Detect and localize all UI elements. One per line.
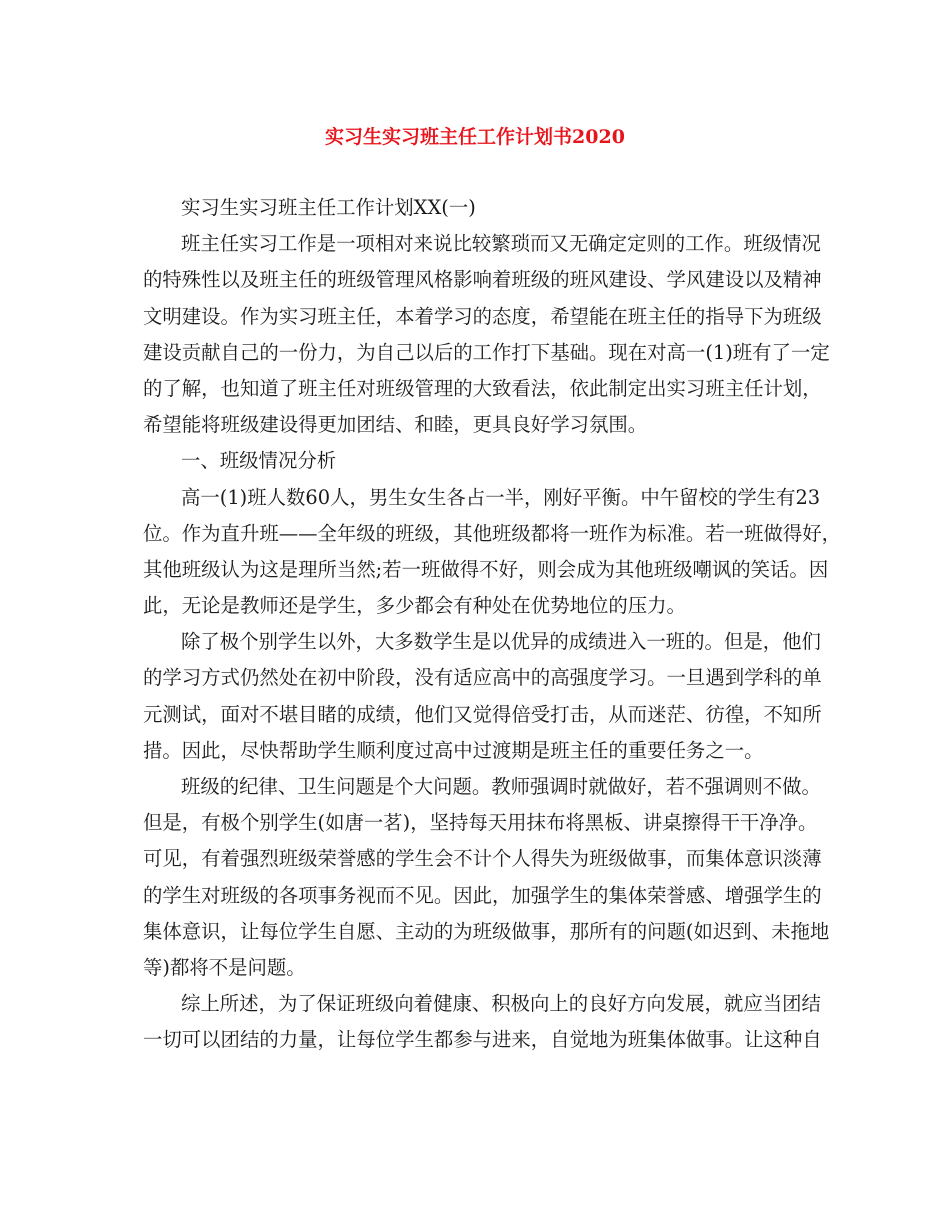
text-line: 其他班级认为这是理所当然;若一班做得不好，则会成为其他班级嘲讽的笑话。因: [143, 557, 829, 581]
text-line: 的特殊性以及班主任的班级管理风格影响着班级的班风建设、学风建设以及精神: [143, 268, 822, 292]
text-line: 此，无论是教师还是学生，多少都会有种处在优势地位的压力。: [143, 594, 686, 618]
text-line: 除了极个别学生以外，大多数学生是以优异的成绩进入一班的。但是，他们: [181, 630, 821, 654]
document-body: [143, 190, 842, 1059]
text-line: 元测试，面对不堪目睹的成绩，他们又觉得倍受打击，从而迷茫、彷徨，不知所: [143, 702, 822, 726]
text-line: 班级的纪律、卫生问题是个大问题。教师强调时就做好，若不强调则不做。: [181, 775, 821, 798]
text-line: 综上所述，为了保证班级向着健康、积极向上的良好方向发展，就应当团结: [181, 992, 821, 1016]
text-line: 高一(1)班人数60人，男生女生各占一半，刚好平衡。中午留校的学生有23: [181, 485, 821, 509]
text-line: 措。因此，尽快帮助学生顺利度过高中过渡期是班主任的重要任务之一。: [143, 738, 764, 762]
text-line: 的学生对班级的各项事务视而不见。因此，加强学生的集体荣誉感、增强学生的: [143, 883, 822, 907]
text-line: 一、班级情况分析: [181, 449, 337, 473]
text-line: 实习生实习班主任工作计划XX(一): [181, 196, 476, 219]
text-line: 班主任实习工作是一项相对来说比较繁琐而又无确定定则的工作。班级情况: [181, 232, 821, 256]
text-line: 建设贡献自己的一份力，为自己以后的工作打下基础。现在对高一(1)班有了一定: [143, 340, 830, 364]
text-line: 等)都将不是问题。: [143, 955, 306, 979]
text-line: 的了解，也知道了班主任对班级管理的大致看法，依此制定出实习班主任计划，: [143, 376, 822, 400]
text-line: 位。作为直升班——全年级的班级，其他班级都将一班作为标准。若一班做得好，: [143, 521, 842, 545]
text-line: 但是，有极个别学生(如唐一茗)，坚持每天用抹布将黑板、讲桌擦得干干净净。: [143, 811, 818, 835]
text-line: 集体意识，让每位学生自愿、主动的为班级做事，那所有的问题(如迟到、未拖地: [143, 919, 830, 943]
text-line: 的学习方式仍然处在初中阶段，没有适应高中的高强度学习。一旦遇到学科的单: [143, 666, 822, 690]
text-line: 希望能将班级建设得更加团结、和睦，更具良好学习氛围。: [143, 413, 648, 437]
text-line: 一切可以团结的力量，让每位学生都参与进来，自觉地为班集体做事。让这种自: [143, 1028, 822, 1052]
text-line: 可见，有着强烈班级荣誉感的学生会不计个人得失为班级做事，而集体意识淡薄: [143, 847, 822, 871]
text-line: 文明建设。作为实习班主任，本着学习的态度，希望能在班主任的指导下为班级: [143, 304, 822, 328]
document-title: 实习生实习班主任工作计划书2020: [325, 126, 625, 148]
